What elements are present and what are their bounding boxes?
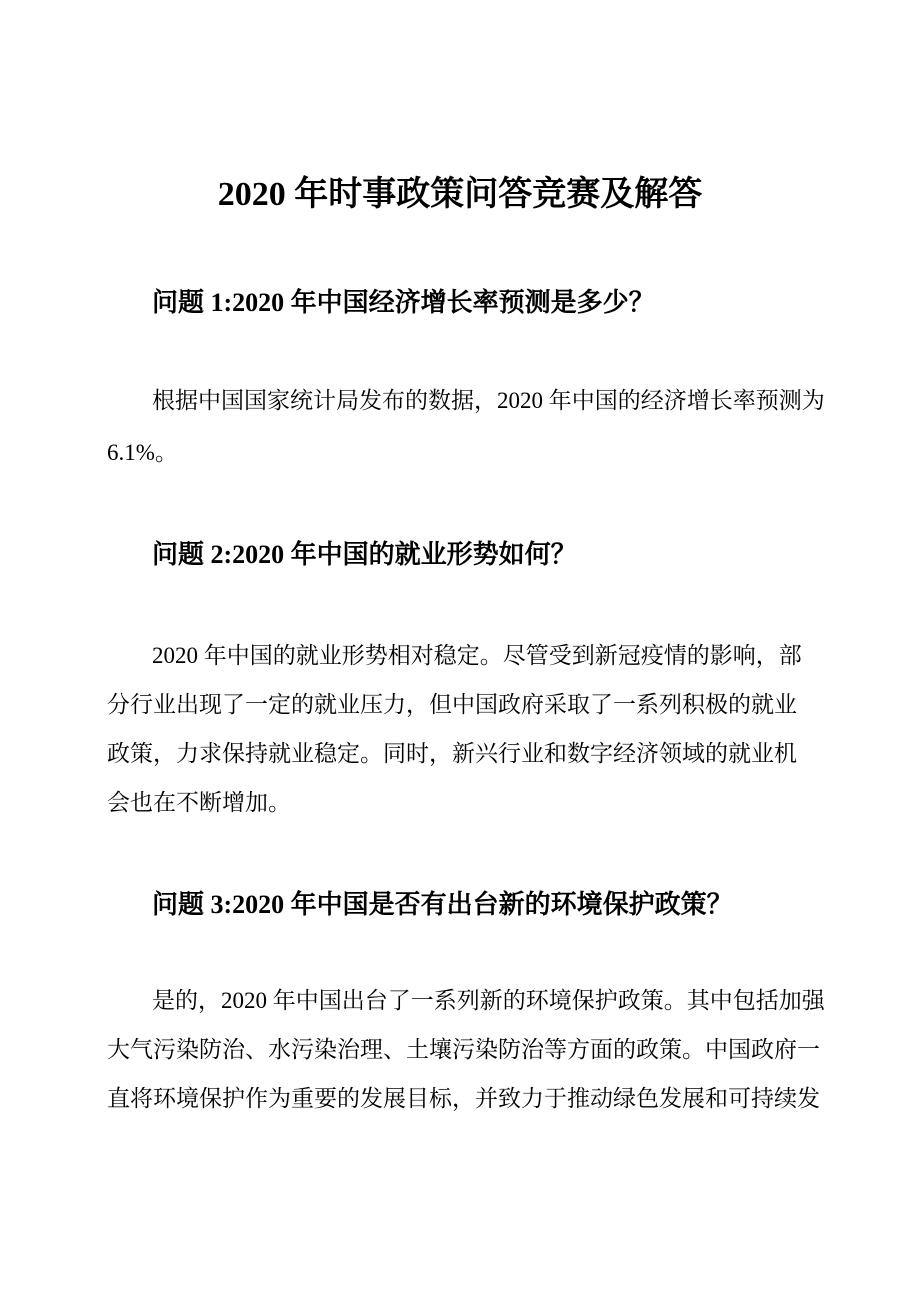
answer-1-line: 根据中国国家统计局发布的数据，2020 年中国的经济增长率预测为 [152, 388, 825, 413]
answer-2-paragraph [107, 631, 847, 827]
answer-1-line: 6.1%。 [107, 440, 178, 465]
question-3-heading: 问题 3:2020 年中国是否有出台新的环境保护政策？ [152, 890, 733, 919]
answer-3-paragraph [107, 976, 847, 1123]
answer-2-line: 分行业出现了一定的就业压力，但中国政府采取了一系列积极的就业 [107, 692, 797, 717]
answer-2-line: 2020 年中国的就业形势相对稳定。尽管受到新冠疫情的影响，部 [152, 643, 802, 668]
answer-2-line: 会也在不断增加。 [107, 790, 291, 815]
answer-1-paragraph [107, 376, 847, 477]
answer-3-line: 是的，2020 年中国出台了一系列新的环境保护政策。其中包括加强 [152, 988, 825, 1013]
answer-3-line: 直将环境保护作为重要的发展目标，并致力于推动绿色发展和可持续发 [107, 1086, 820, 1111]
question-2-heading: 问题 2:2020 年中国的就业形势如何？ [152, 540, 577, 569]
document-title: 2020 年时事政策问答竞赛及解答 [217, 176, 703, 213]
question-1-heading: 问题 1:2020 年中国经济增长率预测是多少？ [152, 288, 655, 317]
answer-2-line: 政策，力求保持就业稳定。同时，新兴行业和数字经济领域的就业机 [107, 741, 797, 766]
answer-3-line: 大气污染防治、水污染治理、土壤污染防治等方面的政策。中国政府一 [107, 1037, 820, 1062]
